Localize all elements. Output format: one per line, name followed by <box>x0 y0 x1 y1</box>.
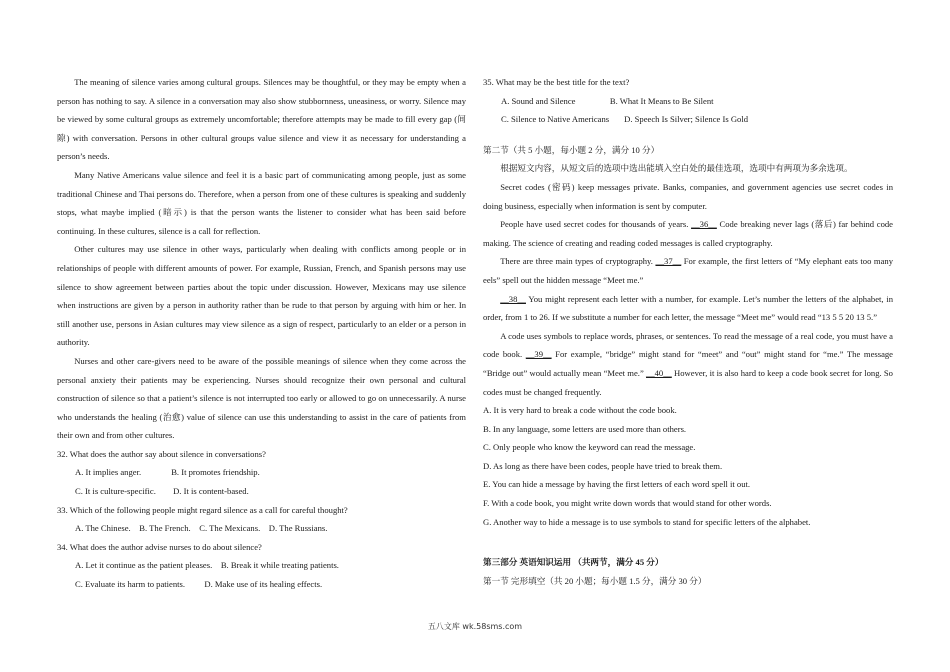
paragraph-4: Nurses and other care-givers need to be aware of the possible meanings of silence when they come across the personal anxiety their patients may be experiencing. Nurses should recognize their own personal and cultural construction of silence so that a patient’s silence is not interrupted too early or allowed to go on unnecessarily. A nurse who understands the healing (治愈) value of silence can use this understanding to assist in the care of patients from their own and from other cultures. <box>57 355 466 441</box>
option-b: B. In any language, some letters are used more than others. <box>483 423 687 434</box>
blank-36: __36__ <box>691 219 717 230</box>
paragraph-1: The meaning of silence varies among cultural groups. Silences may be thoughtful, or they may be empty when a person has nothing to say. A silence in a conversation may also show stubbornness, uneasiness, or worry. Silence may be viewed by some cultural groups as extremely uncomfortable; therefore attempts may be made to fill every gap (间隙) with conversation. Persons in other cultural groups value silence and view it as necessary for understanding a person’s needs. <box>57 77 466 162</box>
question-34-options-ab: A. Let it continue as the patient pleases. B. Break it while treating patients. <box>75 560 339 571</box>
paragraph-3: Other cultures may use silence in other ways, particularly when dealing with conflicts among people or in relationships of people with different amounts of power. For example, Russian, French, and Spanish persons may use silence to show agreement between parties about the topic under discussion. However, Mexicans may use silence when instructions are given by a person in authority rather than be rude to that person by arguing with him or her. In still another use, persons in Asian cultures may view silence as a sign of respect, particularly to an elder or a person in authority. <box>57 244 466 348</box>
question-32-options-cd: C. It is culture-specific. D. It is content-based. <box>75 486 249 497</box>
code-paragraph-2: People have used secret codes for thousands of years. __36__ Code breaking never lags (落后) far behind code making. The science of creating and reading coded messages is called cryptography. <box>483 219 894 248</box>
option-d: D. As long as there have been codes, people have tried to break them. <box>483 460 723 471</box>
question-35-options-ab: A. Sound and Silence B. What It Means to Be Silent <box>501 95 714 106</box>
left-column <box>57 73 466 594</box>
option-g: G. Another way to hide a message is to use symbols to stand for specific letters of the alphabet. <box>483 516 811 527</box>
code-paragraph-1: Secret codes (密码) keep messages private. Banks, companies, and government agencies use secret codes in doing business, especially when information is sent by computer. <box>483 181 893 211</box>
option-a: A. It is very hard to break a code without the code book. <box>483 405 677 416</box>
blank-39: __39__ <box>525 349 552 360</box>
question-32-options-ab: A. It implies anger. B. It promotes friendship. <box>75 467 260 478</box>
section-2-title: 第二节（共 5 小题，每小题 2 分，满分 10 分） <box>483 144 660 155</box>
blank-40: __40__ <box>646 367 672 378</box>
option-e: E. You can hide a message by having the first letters of each word spell it out. <box>483 479 751 490</box>
question-35: 35. What may be the best title for the text? <box>483 77 630 87</box>
question-35-options-cd: C. Silence to Native Americans D. Speech Is Silver; Silence Is Gold <box>501 114 749 125</box>
question-33: 33. Which of the following people might regard silence as a call for careful thought? <box>57 504 348 515</box>
right-column <box>483 73 893 590</box>
blank-37: __37__ <box>655 256 682 267</box>
question-34: 34. What does the author advise nurses to do about silence? <box>57 541 262 552</box>
code-paragraph-3: There are three main types of cryptography. __37__ For example, the first letters of “My elephant eats too many eels” spell out the hidden message “Meet me.” <box>483 256 893 285</box>
section-2-instructions: 根据短文内容，从短文后的选项中选出能填入空白处的最佳选项，选项中有两项为多余选项。 <box>500 163 853 174</box>
question-33-options: A. The Chinese. B. The French. C. The Mexicans. D. The Russians. <box>75 523 328 534</box>
question-32: 32. What does the author say about silence in conversations? <box>57 448 266 459</box>
option-f: F. With a code book, you might write down words that would stand for other words. <box>483 498 772 509</box>
option-c: C. Only people who know the keyword can read the message. <box>483 442 696 453</box>
code-paragraph-5: A code uses symbols to replace words, phrases, or sentences. To read the message of a real code, you must have a code book. __39__ For example, “bridge” might stand for “meet” and “out” might stand for “me.” The message “Bridge out” would actually mean “Meet me.” __40__ However, it is also hard to keep a code book secret for long. So codes must be changed frequently. <box>483 330 893 397</box>
part-3-title: 第三部分 英语知识运用 （共两节，满分 45 分） <box>483 557 664 568</box>
question-34-options-cd: C. Evaluate its harm to patients. D. Make use of its healing effects. <box>75 579 323 590</box>
footer-watermark: 五八文库 wk.58sms.com <box>427 622 523 631</box>
blank-38: __38__ <box>500 293 526 304</box>
code-paragraph-4: __38__ You might represent each letter with a number, for example. Let’s number the letters of the alphabet, in order, from 1 to 26. If we substitute a number for each letter, the message “Meet me” would read “13 5 5 20 13 5.” <box>483 293 893 323</box>
part-3-section-1-title: 第一节 完形填空（共 20 小题；每小题 1.5 分，满分 30 分） <box>483 575 707 586</box>
paragraph-2: Many Native Americans value silence and feel it is a basic part of communicating among people, just as some traditional Chinese and Thai persons do. Therefore, when a person from one of these cultures is speaking and suddenly stops, what maybe implied (暗示) is that the person wants the listener to consider what has been said before continuing. In these cultures, silence is a call for reflection. <box>57 169 466 236</box>
